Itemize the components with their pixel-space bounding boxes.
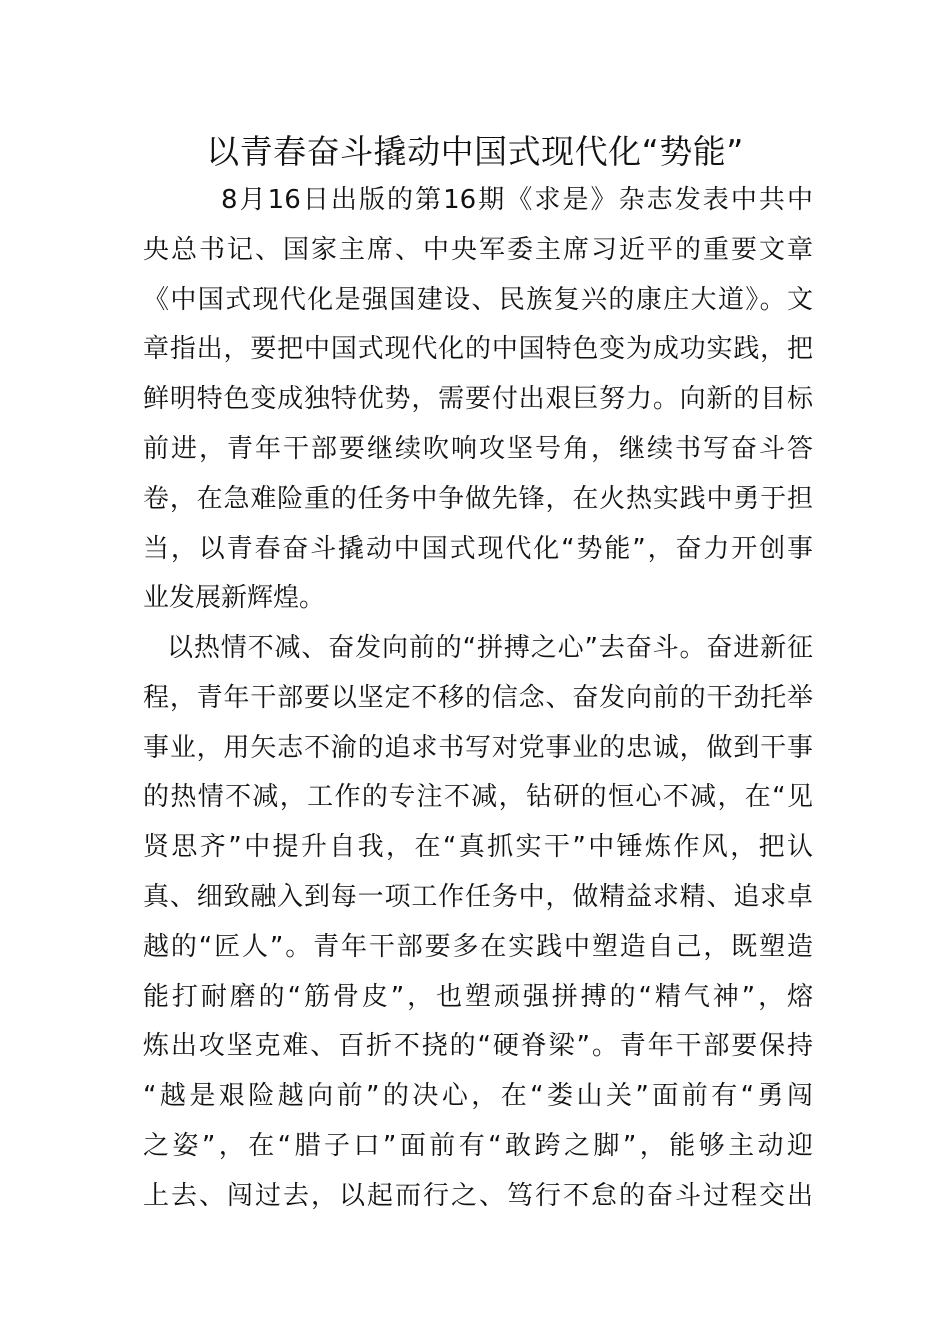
paragraph-line: 前进，青年干部要继续吹响攻坚号角，继续书写奋斗答 [143, 433, 813, 464]
paragraph-line: 当，以青春奋斗撬动中国式现代化“势能”，奋力开创事 [143, 533, 813, 564]
paragraph-line: 真、细致融入到每一项工作任务中，做精益求精、追求卓 [143, 881, 813, 912]
paragraph-line: 8月16日出版的第16期《求是》杂志发表中共中 [221, 185, 813, 215]
paragraph-line: 以热情不减、奋发向前的“拼搏之心”去奋斗。奋进新征 [167, 633, 813, 663]
paragraph-line: 能打耐磨的“筋骨皮”，也塑顽强拼搏的“精气神”，熔 [143, 981, 813, 1012]
paragraph-line: “越是艰险越向前”的决心，在“娄山关”面前有“勇闯 [143, 1081, 813, 1112]
paragraph-2 [143, 624, 813, 1222]
paragraph-line: 《中国式现代化是强国建设、民族复兴的康庄大道》。文 [143, 284, 813, 315]
document-title: 以青春奋斗撬动中国式现代化“势能” [206, 132, 744, 171]
paragraph-line: 越的“匠人”。青年干部要多在实践中塑造自己，既塑造 [143, 931, 813, 962]
paragraph-line: 的热情不减，工作的专注不减，钻研的恒心不减，在“见 [143, 782, 813, 813]
paragraph-line: 央总书记、国家主席、中央军委主席习近平的重要文章 [143, 234, 813, 265]
paragraph-line: 程，青年干部要以坚定不移的信念、奋发向前的干劲托举 [143, 682, 813, 713]
paragraph-line: 卷，在急难险重的任务中争做先锋，在火热实践中勇于担 [143, 483, 813, 514]
paragraph-line: 贤思齐”中提升自我，在“真抓实干”中锤炼作风，把认 [143, 832, 813, 863]
paragraph-line: 业发展新辉煌。 [143, 583, 326, 614]
paragraph-line: 之姿”，在“腊子口”面前有“敢跨之脚”，能够主动迎 [143, 1130, 813, 1161]
paragraph-line: 事业，用矢志不渝的追求书写对党事业的忠诚，做到干事 [143, 732, 813, 763]
paragraph-line: 炼出攻坚克难、百折不挠的“硬脊梁”。青年干部要保持 [143, 1031, 813, 1062]
paragraph-line: 上去、闯过去，以起而行之、笃行不怠的奋斗过程交出 [143, 1180, 813, 1211]
paragraph-line: 章指出，要把中国式现代化的中国特色变为成功实践，把 [143, 334, 813, 365]
paragraph-1 [143, 176, 813, 624]
paragraph-line: 鲜明特色变成独特优势，需要付出艰巨努力。向新的目标 [143, 384, 813, 415]
